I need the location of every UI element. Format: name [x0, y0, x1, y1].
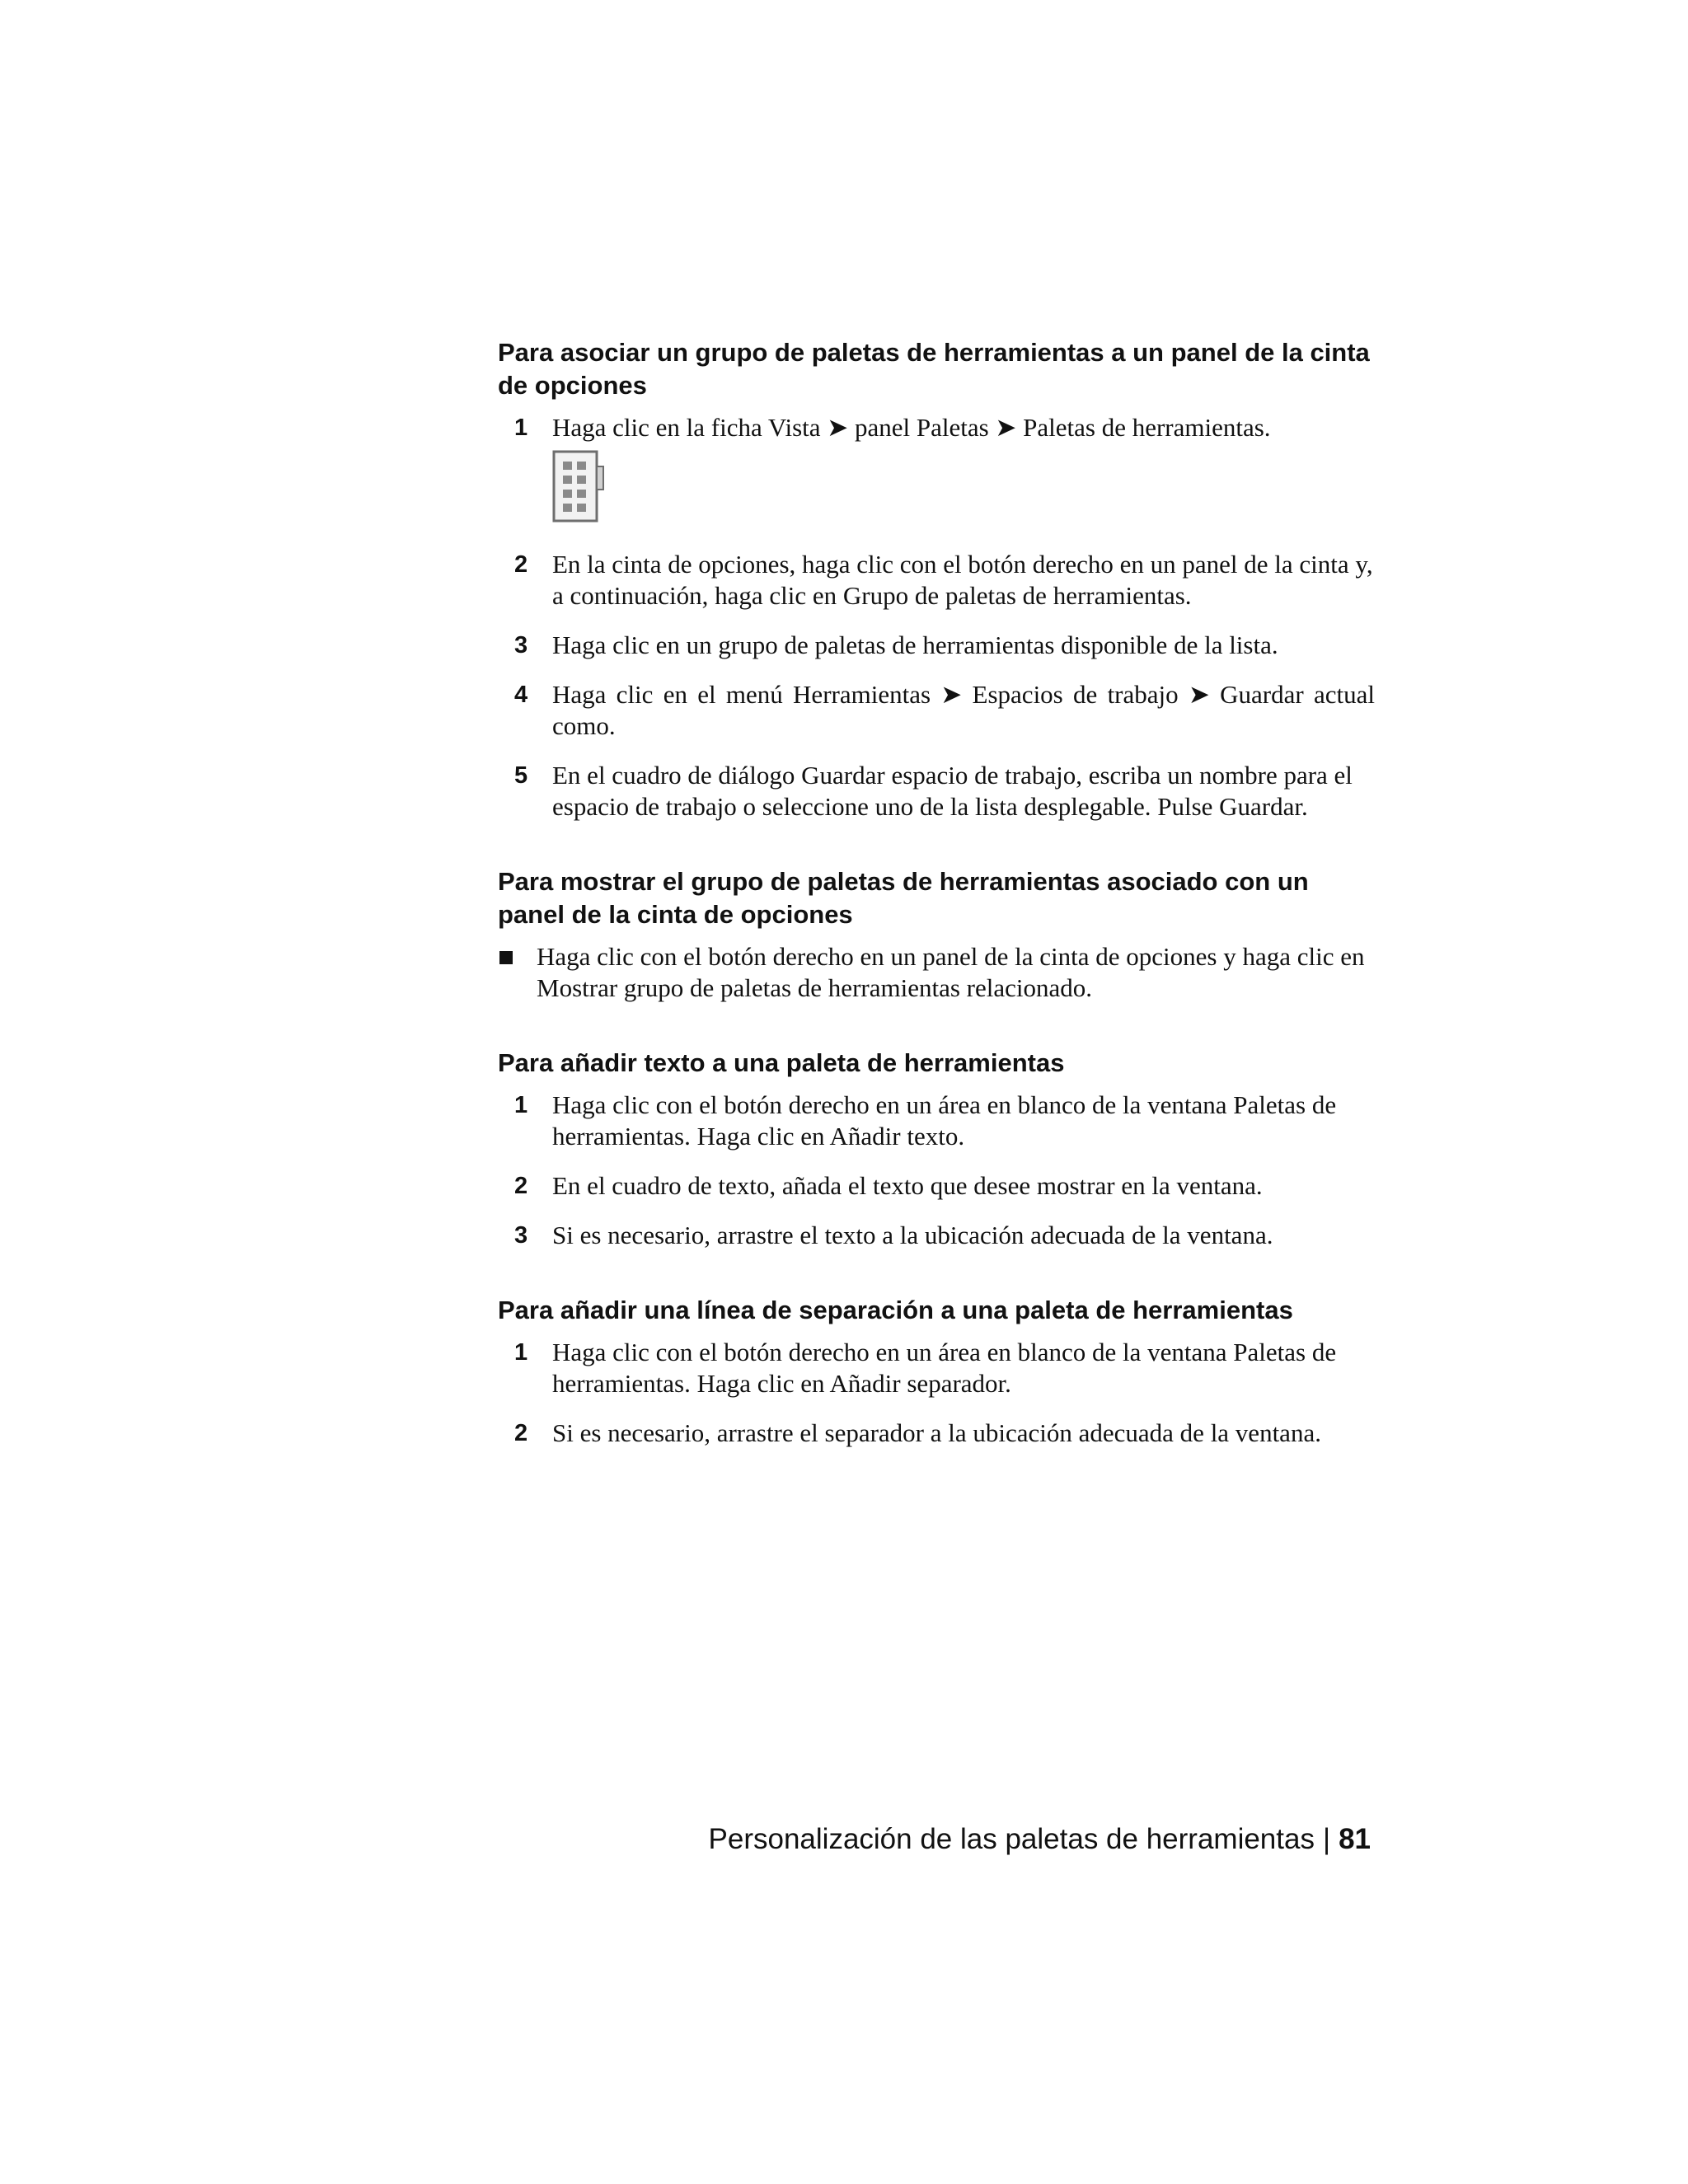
- section-heading: Para mostrar el grupo de paletas de herramientas asociado con un panel de la cinta de opciones: [498, 867, 1309, 929]
- step-list: [498, 1337, 1375, 1449]
- section-heading: Para añadir texto a una paleta de herramientas: [498, 1048, 1065, 1077]
- step-number: 5: [514, 762, 528, 789]
- footer-title: Personalización de las paletas de herramientas: [708, 1823, 1315, 1855]
- step-item: [498, 549, 1375, 612]
- step-item: [498, 1170, 1375, 1202]
- step-item: [498, 1220, 1375, 1251]
- step-item: [498, 412, 1375, 524]
- step-item: [498, 1418, 1375, 1449]
- step-number: 3: [514, 1222, 528, 1249]
- step-item: [498, 760, 1375, 823]
- step-text: Haga clic con el botón derecho en un área en blanco de la ventana Paletas de herramientas. Haga clic en Añadir separador.: [552, 1338, 1337, 1398]
- step-number: 1: [514, 1339, 528, 1366]
- step-list: [498, 412, 1375, 823]
- section-heading: Para asociar un grupo de paletas de herramientas a un panel de la cinta de opciones: [498, 338, 1370, 400]
- step-number: 2: [514, 1173, 528, 1199]
- bullet-text: Haga clic con el botón derecho en un panel de la cinta de opciones y haga clic en Mostrar grupo de paletas de herramientas relacionado.: [537, 942, 1365, 1002]
- bullet-square-icon: [499, 951, 513, 964]
- step-item: [498, 1337, 1375, 1399]
- section-show-palette-group: [498, 865, 1375, 1004]
- step-item: [498, 1090, 1375, 1152]
- section-add-text: [498, 1047, 1375, 1251]
- section-associate-palette-group: [498, 336, 1375, 823]
- step-item: [498, 630, 1375, 661]
- step-text: Si es necesario, arrastre el texto a la ubicación adecuada de la ventana.: [552, 1221, 1273, 1249]
- footer-separator: |: [1322, 1823, 1331, 1855]
- section-add-separator: [498, 1294, 1375, 1449]
- step-number: 3: [514, 632, 528, 658]
- step-number: 2: [514, 1420, 528, 1446]
- step-number: 4: [514, 682, 528, 708]
- bullet-item: [498, 941, 1375, 1004]
- step-text: Si es necesario, arrastre el separador a la ubicación adecuada de la ventana.: [552, 1418, 1321, 1447]
- step-text: Haga clic en la ficha Vista ➤ panel Paletas ➤ Paletas de herramientas.: [552, 413, 1271, 442]
- step-number: 1: [514, 1092, 528, 1118]
- step-text: Haga clic en un grupo de paletas de herramientas disponible de la lista.: [552, 630, 1278, 659]
- step-item: [498, 679, 1375, 742]
- step-text: En la cinta de opciones, haga clic con el botón derecho en un panel de la cinta y, a continuación, haga clic en Grupo de paletas de herramientas.: [552, 550, 1373, 610]
- step-list: [498, 1090, 1375, 1251]
- step-text: En el cuadro de diálogo Guardar espacio de trabajo, escriba un nombre para el espacio de trabajo o seleccione uno de la lista desplegable. Pulse Guardar.: [552, 761, 1353, 821]
- step-number: 2: [514, 551, 528, 578]
- step-text: Haga clic con el botón derecho en un área en blanco de la ventana Paletas de herramientas. Haga clic en Añadir texto.: [552, 1090, 1337, 1151]
- page-number: 81: [1339, 1823, 1371, 1855]
- page-footer: [709, 1821, 1371, 1858]
- page-content: [498, 336, 1375, 1449]
- section-heading: Para añadir una línea de separación a una paleta de herramientas: [498, 1296, 1293, 1324]
- tool-palettes-icon: [552, 450, 605, 524]
- step-text: En el cuadro de texto, añada el texto que desee mostrar en la ventana.: [552, 1171, 1263, 1200]
- step-number: 1: [514, 415, 528, 441]
- step-text: Haga clic en el menú Herramientas ➤ Espacios de trabajo ➤ Guardar actual como.: [552, 680, 1375, 740]
